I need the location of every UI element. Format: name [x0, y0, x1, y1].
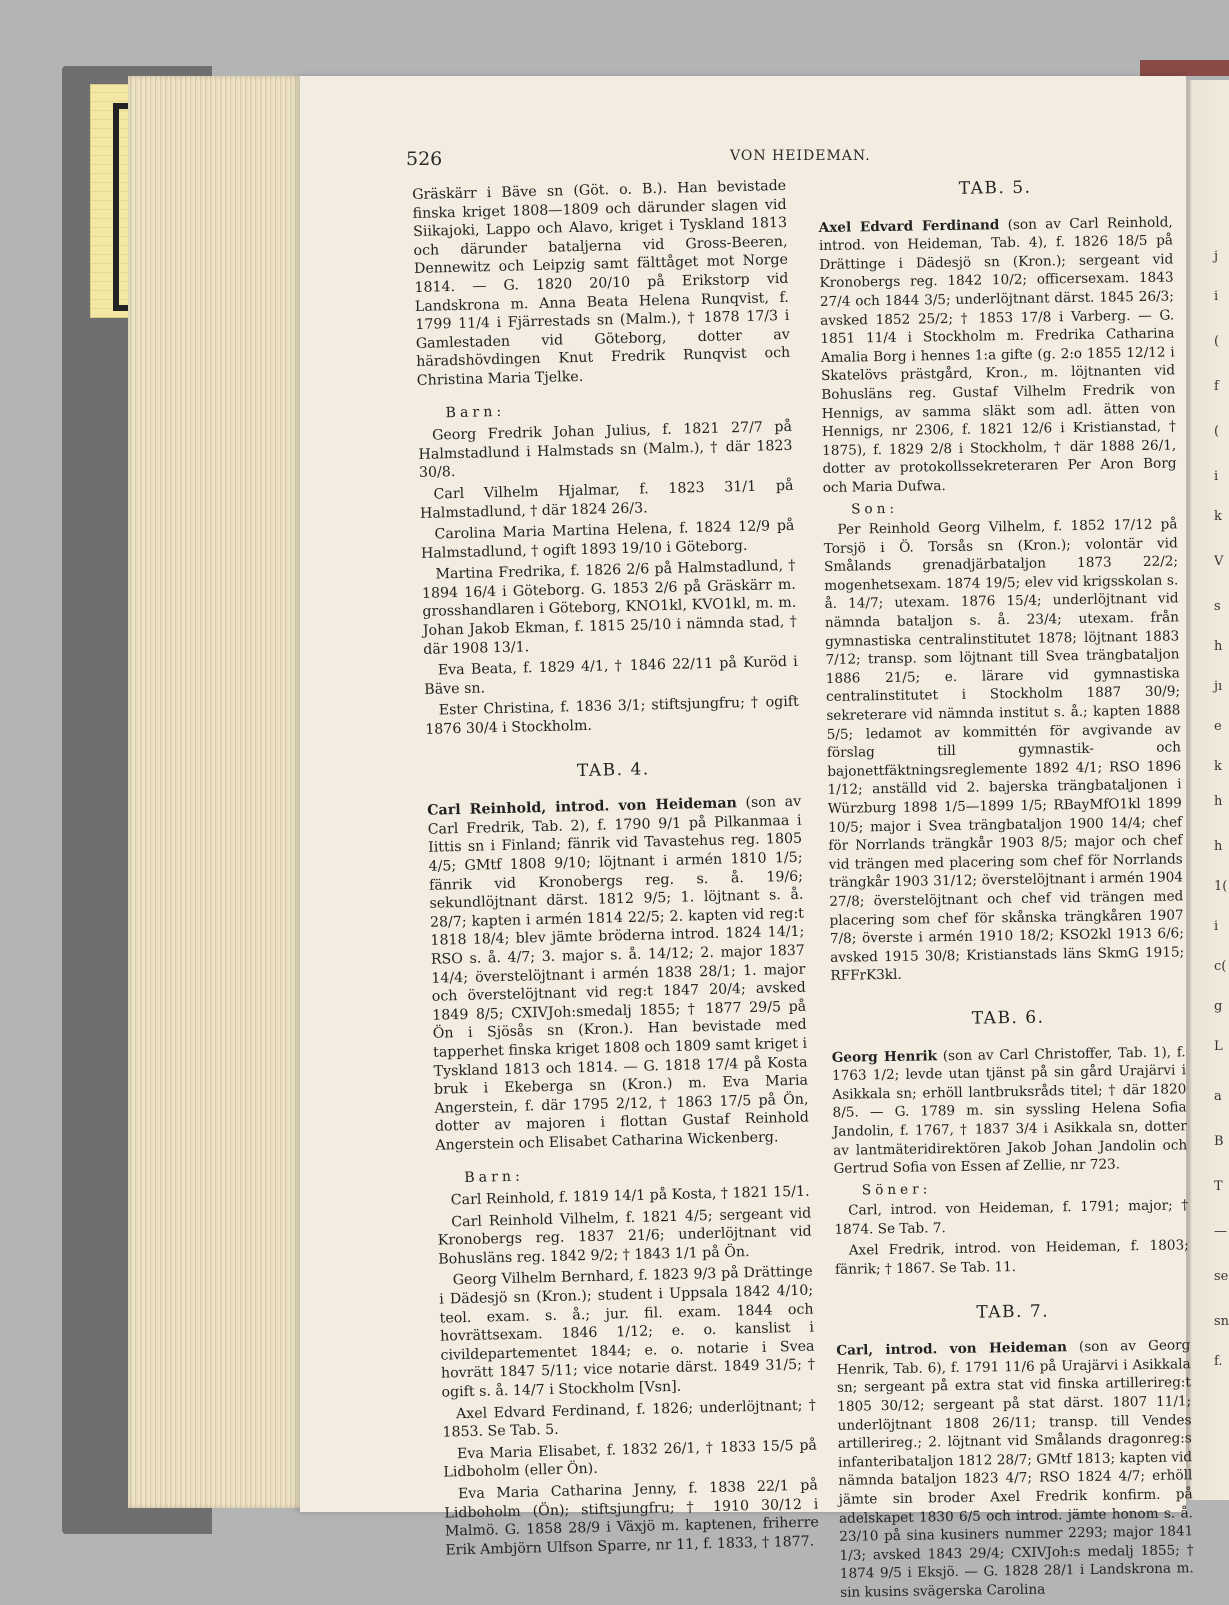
right-column [818, 176, 1194, 1605]
genealogy-entry [444, 1476, 820, 1559]
entry-lead-name: Carl Reinhold, introd. von Heideman [427, 795, 738, 820]
genealogy-entry [834, 1197, 1189, 1240]
facing-page-fragment: se [1214, 1269, 1229, 1284]
facing-page-fragment: ( [1214, 424, 1220, 439]
table-heading: TAB. 5. [958, 177, 1032, 199]
entry-text: Per Reinhold Georg Vilhelm, f. 1852 17/12 på Torsjö i Ö. Torsås sn (Kron.); volontär vid Smålands grenadjärbataljon 1873 22/2; mogenhetsexam. 1874 19/5; elev vid krigsskolan s. å. 14/7; utexam. 1876 15/4; underlöjtnant vid nämnda bataljon s. å. 23/4; utexam. från gymnastiska centralinstitutet 1878; löjtnant 1883 7/12; transp. som löjtnant till Svea trängbataljon 1886 21/5; e. lärare vid gymnastiska centralinstitutet i Stockholm 1887 30/9; sekreterare vid nämnda institut s. å.; kapten 1888 5/5; ledamot av kommittén för avgivande av förslag till gymnastik- och bajonettfäktningsreglemente 1892 4/1; RSO 1896 1/12; anställd vid 2. bajerska trängbataljonen i Würzburg 1898 1/5—1899 1/5; RBayMfO1kl 1899 10/5; major i Svea trängbataljon 1900 14/4; chef för Norrlands trängkår 1903 8/5; major och chef vid trängen med placering som chef för Norrlands trängkår 1903 31/12; överstelöjtnant i armén 1904 27/8; överstelöjtnant och chef vid trängen med placering som chef för skånska trängkåren 1907 7/8; överste i armén 1910 18/2; KSO2kl 1913 6/6; avsked 1915 30/8; Kristianstads läns SkmG 1915; RFFrK3kl. [823, 516, 1185, 985]
table-heading: TAB. 6. [971, 1007, 1045, 1029]
genealogy-entry [425, 693, 800, 739]
genealogy-entry [835, 1237, 1190, 1280]
page-edges [128, 76, 304, 1508]
entry-text: Ester Christina, f. 1836 3/1; stiftsjungfru; † ogift 1876 30/4 i Stockholm. [425, 694, 799, 738]
genealogy-entry [439, 1263, 816, 1402]
facing-page-fragment: ( [1214, 334, 1220, 349]
genealogy-entry [819, 213, 1177, 497]
running-head-title: VON HEIDEMAN. [730, 148, 871, 164]
entry-lead-name: Georg Henrik [831, 1047, 938, 1066]
facing-page-fragment: f. [1214, 1354, 1223, 1369]
facing-page-fragment: i [1214, 919, 1219, 934]
entry-text: Eva Maria Elisabet, f. 1832 26/1, † 1833 15/5 på Lidboholm (eller Ön). [443, 1437, 818, 1482]
facing-page-fragment: L [1214, 1039, 1223, 1054]
table-heading: TAB. 4. [576, 758, 650, 781]
facing-page-fragment: — [1214, 1224, 1227, 1239]
entry-text: (son av Carl Fredrik, Tab. 2), f. 1790 9/1 på Pilkanmaa i Iittis sn i Finland; fänrik vid Tavastehus reg. 1805 4/5; GMtf 1808 9/10; löjtnant i armén 1810 1/5; fänrik vid Kronobergs reg. s. å. 19/6; sekundlöjtnant därst. 1812 9/5; 1. löjtnant s. å. 28/7; kapten i armén 1814 22/5; 2. kapten vid reg:t 1818 18/4; blev jämte bröderna introd. 1824 14/1; RSO s. å. 4/7; 3. major s. å. 14/12; 2. major 1837 14/4; överstelöjtnant i armén 1838 28/1; 1. major och överstelöjtnant vid reg:t 1847 20/4; avsked 1849 8/5; CXIVJoh:smedalj 1855; † 1877 29/5 på Ön i Sjösås sn (Kron.). Han bevistade med tapperhet finska kriget 1808 och 1809 samt kriget i Tyskland 1813 och 1814. — G. 1818 17/4 på Kosta bruk i Ekeberga sn (Kron.) m. Eva Maria Angerstein, f. där 1795 2/12, † 1863 17/5 på Ön, dotter av majoren i flottan Gustaf Reinhold Angerstein och Elisabet Catharina Wickenberg. [427, 793, 810, 1154]
facing-page-fragment: g [1214, 999, 1223, 1014]
entry-text: Carl Reinhold, f. 1819 14/1 på Kosta, † 1821 15/1. [450, 1183, 810, 1209]
facing-page-fragment: j [1214, 249, 1219, 264]
entry-text: Georg Fredrik Johan Julius, f. 1821 27/7 på Halmstadlund i Halmstads sn (Malm.), † där 1823 30/8. [418, 418, 793, 482]
entry-lead-name: Axel Edvard Ferdinand [818, 216, 1000, 236]
facing-page-fragment: sn [1214, 1314, 1229, 1329]
genealogy-entry [836, 1337, 1194, 1603]
facing-page-fragment: i [1214, 469, 1219, 484]
genealogy-entry [442, 1396, 817, 1442]
facing-page-fragment: jı [1214, 679, 1223, 694]
facing-page-fragment: a [1214, 1089, 1222, 1104]
page-number: 526 [406, 148, 443, 170]
facing-page-fragment: h [1214, 794, 1223, 809]
left-column [412, 177, 820, 1563]
table-heading: TAB. 7. [976, 1301, 1050, 1323]
genealogy-entry [823, 515, 1184, 985]
genealogy-entry [420, 517, 795, 563]
facing-page-edge [1186, 80, 1229, 1500]
binding-tape [1140, 60, 1229, 76]
entry-text: Axel Edvard Ferdinand, f. 1826; underlöjtnant; † 1853. Se Tab. 5. [442, 1397, 817, 1441]
genealogy-entry [421, 557, 797, 659]
facing-page-fragment: i [1214, 289, 1219, 304]
entry-text: Eva Maria Catharina Jenny, f. 1838 22/1 på Lidboholm (Ön); stiftsjungfru; † 1910 30/12 i Malmö. G. 1858 28/9 i Växjö m. kaptenen, friherre Erik Ambjörn Ulfson Sparre, nr 11, f. 1833, † 1877. [444, 1477, 819, 1559]
genealogy-entry [412, 177, 791, 391]
index-tab-marks [113, 103, 129, 311]
genealogy-entry [832, 1043, 1188, 1179]
facing-page-fragment: B [1214, 1134, 1224, 1149]
entry-lead-name: Carl, introd. von Heideman [836, 1339, 1068, 1360]
genealogy-entry [443, 1436, 818, 1482]
genealogy-entry [437, 1204, 812, 1269]
entry-text: Martina Fredrika, f. 1826 2/6 på Halmstadlund, † 1894 16/4 i Göteborg. G. 1853 2/6 på Gräskärr m. grosshandlaren i Göteborg, KNO1kl, KVO1kl, m. m. Johan Jakob Ekman, f. 1815 25/10 i nämnda stad, † där 1908 13/1. [421, 558, 797, 658]
entry-text: (son av Carl Christoffer, Tab. 1), f. 1763 1/2; levde utan tjänst på sin gård Urajärvi i Asikkala sn; erhöll lantbruksråds titel; † där 1820 8/5. — G. 1789 m. sin syssling Helena Sofia Jandolin, f. 1767, † 1837 3/4 i Asikkala sn, dotter av lantmäteridirektören Jakob Johan Jandolin och Gertrud Sofia von Essen af Zellie, nr 723. [831, 1043, 1188, 1177]
facing-page-fragment: T [1214, 1179, 1223, 1194]
genealogy-entry [427, 793, 810, 1155]
entry-text: Gräskärr i Bäve sn (Göt. o. B.). Han bevistade finska kriget 1808—1809 och därunder slagen vid Siikajoki, Lappo och Alavo, kriget i Tyskland 1813 och därunder bataljerna vid Gross-Beeren, Dennewitz och Leipzig samt fälttåget mot Norge 1814. — G. 1820 20/10 på Erikstorp vid Landskrona m. Anna Beata Helena Runqvist, f. 1799 11/4 i Fjärrestads sn (Malm.), † 1878 17/3 i Gamlestaden vid Göteborg, dotter av häradshövdingen Knut Fredrik Runqvist och Christina Maria Tjelke. [412, 177, 791, 389]
facing-page-fragment: V [1214, 554, 1224, 569]
children-label: Söner: [861, 1181, 932, 1199]
running-head [300, 146, 1186, 170]
facing-page-fragment: f [1214, 379, 1219, 394]
children-label: Barn: [445, 403, 506, 421]
facing-page-fragment: k [1214, 759, 1222, 774]
entry-text: Axel Fredrik, introd. von Heideman, f. 1803; fänrik; † 1867. Se Tab. 11. [834, 1237, 1189, 1278]
facing-page-fragment: h [1214, 839, 1223, 854]
genealogy-entry [419, 477, 794, 523]
entry-text: Georg Vilhelm Bernhard, f. 1823 9/3 på Drättinge i Dädesjö sn (Kron.); student i Uppsala 1842 4/10; teol. exam. s. å.; jur. fil. exam. 1844 och hovrättsexam. 1846 1/12; e. o. kanslist i civildepartementet 1844; e. o. notarie i Svea hovrätt 1847 5/11; vice notarie därst. 1849 31/5; † ogift s. å. 14/7 i Stockholm [Vsn]. [439, 1264, 816, 1401]
entry-text: (son av Carl Reinhold, introd. von Heideman, Tab. 4), f. 1826 18/5 på Drättinge i Dädesjö sn (Kron.); sergeant vid Kronobergs reg. 1842 10/2; officersexam. 1843 27/4 och 1844 3/5; underlöjtnant därst. 1845 26/3; avsked 1852 25/2; † 1853 17/8 i Varberg. — G. 1851 11/4 i Stockholm m. Fredrika Catharina Amalia Borg i hennes 1:a gifte (g. 2:o 1855 12/12 i Skatelövs prästgård, Kron., m. löjtnanten vid Bohusläns reg. Gustaf Vilhelm Fredrik von Hennigs, av samma släkt som adl. ätten von Hennigs, nr 2306, f. 1821 12/6 i Kristianstad, † 1875), f. 1829 2/8 i Stockholm, † där 1888 26/1, dotter av protokollssekreteraren Per Aron Borg och Maria Dufwa. [818, 214, 1177, 496]
facing-page-fragment: h [1214, 639, 1223, 654]
entry-text: Carl, introd. von Heideman, f. 1791; major; † 1874. Se Tab. 7. [834, 1197, 1189, 1238]
facing-page-fragment: 1( [1214, 879, 1228, 894]
children-label: Son: [851, 500, 899, 518]
facing-page-fragment: s [1214, 599, 1221, 614]
genealogy-entry [424, 653, 799, 699]
children-label: Barn: [464, 1168, 525, 1186]
facing-page-fragment: c( [1214, 959, 1227, 974]
entry-text: Carl Vilhelm Hjalmar, f. 1823 31/1 på Halmstadlund, † där 1824 26/3. [419, 477, 794, 522]
entry-text: Eva Beata, f. 1829 4/1, † 1846 22/11 på Kuröd i Bäve sn. [424, 653, 798, 698]
genealogy-entry [418, 418, 793, 483]
facing-page-fragment: k [1214, 509, 1222, 524]
entry-text: (son av Georg Henrik, Tab. 6), f. 1791 11/6 på Urajärvi i Asikkala sn; sergeant på extra stat vid finska artillerireg:t 1805 30/12; sergeant på stat därst. 1807 11/1; underlöjtnant 1808 26/11; transp. till Vendes artillerireg.; 2. löjtnant vid Smålands dragonreg:s infanteribataljon 1812 28/7; GMtf 1813; kapten vid nämnda bataljon 1823 4/7; RSO 1824 4/7; erhöll jämte sin broder Axel Fredrik konfirm. på adelskapet 1830 6/5 och introd. jämte honom s. å. 23/10 på sina kusiners nummer 2293; major 1841 1/3; avsked 1843 29/4; CXIVJoh:s medalj 1855; † 1874 9/5 i Eksjö. — G. 1828 28/1 i Landskrona m. sin kusins svägerska Carolina [836, 1337, 1194, 1601]
facing-page-fragment: e [1214, 719, 1222, 734]
entry-text: Carolina Maria Martina Helena, f. 1824 12/9 på Halmstadlund, † ogift 1893 19/10 i Göteborg. [420, 517, 795, 562]
entry-text: Carl Reinhold Vilhelm, f. 1821 4/5; sergeant vid Kronobergs reg. 1837 21/6; underlöjtnant vid Bohusläns reg. 1842 9/2; † 1843 1/1 på Ön. [437, 1205, 812, 1268]
